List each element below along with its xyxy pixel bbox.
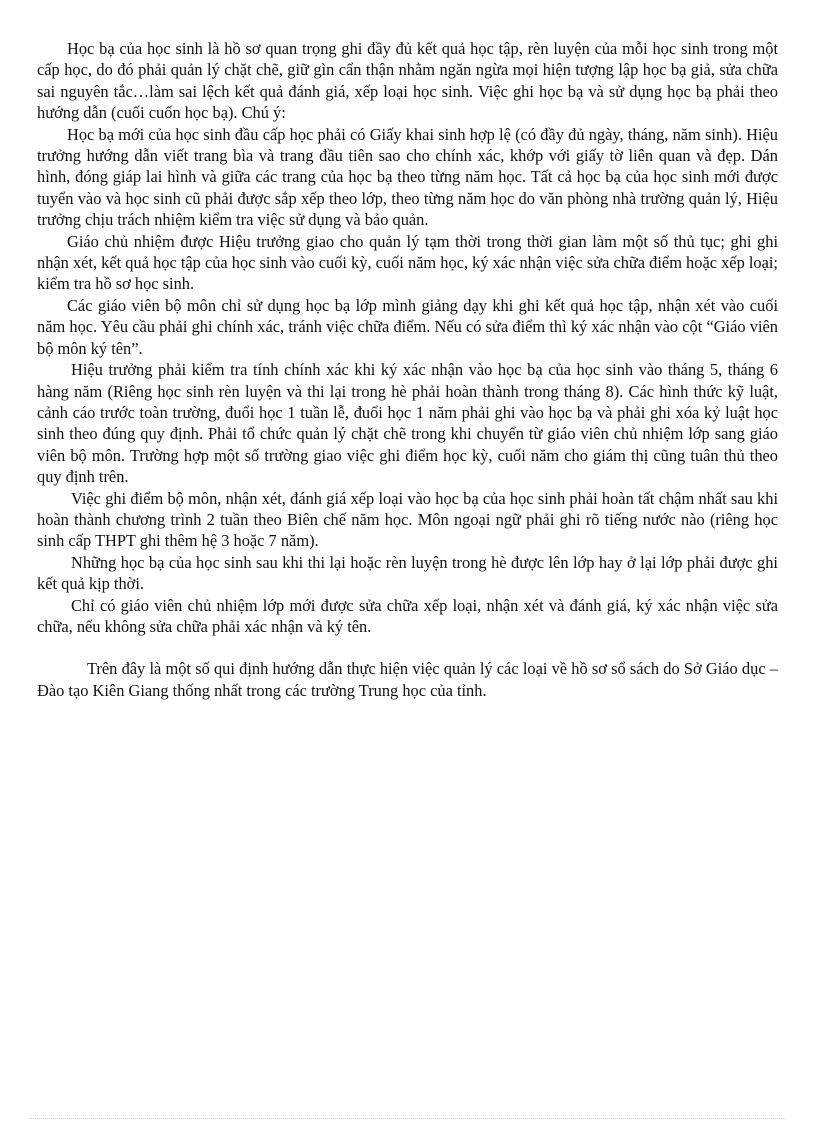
- closing-statement: Trên đây là một số qui định hướng dẫn thực hiện việc quản lý các loại về hồ sơ sổ sách do Sở Giáo dục – Đào tạo Kiên Giang thống nhất trong các trường Trung học của tỉnh.: [37, 659, 778, 700]
- paragraph-corrections: Chỉ có giáo viên chủ nhiệm lớp mới được sửa chữa xếp loại, nhận xét và đánh giá, ký xác nhận việc sửa chữa, nếu không sửa chữa phải xác nhận và ký tên.: [37, 595, 778, 636]
- paragraph-principal-check: Hiệu trưởng phải kiểm tra tính chính xác khi ký xác nhận vào học bạ của học sinh vào tháng 5, tháng 6 hàng năm (Riêng học sinh rèn luyện và thi lại trong hè phải hoàn thành trong tháng 8). Các hình thức kỹ luật, cảnh cáo trước toàn trường, đuổi học 1 tuần lễ, đuổi học 1 năm phải ghi vào học bạ và phải ghi xóa kỷ luật học sinh theo đúng quy định. Phải tổ chức quản lý chặt chẽ trong khi chuyển từ giáo viên chủ nhiệm lớp sang giáo viên bộ môn. Trường hợp một số trường giao việc ghi điểm học kỳ, cuối năm cho giám thị cũng tuân thủ theo quy định trên.: [37, 360, 778, 487]
- document-page: [37, 38, 778, 701]
- paragraph-resit-results: Những học bạ của học sinh sau khi thi lại hoặc rèn luyện trong hè được lên lớp hay ở lại lớp phải được ghi kết quả kịp thời.: [37, 552, 778, 594]
- paragraph-subject-teachers: Các giáo viên bộ môn chỉ sử dụng học bạ lớp mình giảng dạy khi ghi kết quả học tập, nhận xét vào cuối năm học. Yêu cầu phải ghi chính xác, tránh việc chữa điểm. Nếu có sửa điểm thì ký xác nhận vào cột “Giáo viên bộ môn ký tên”.: [37, 295, 778, 358]
- paragraph-homeroom-teacher: Giáo chủ nhiệm được Hiệu trưởng giao cho quản lý tạm thời trong thời gian làm một số thủ tục; ghi ghi nhận xét, kết quả học tập của học sinh vào cuối kỳ, cuối năm học, ký xác nhận việc sửa chữa điểm hoặc xếp loại; kiểm tra hồ sơ học sinh.: [37, 231, 778, 294]
- paragraph-hoc-ba-overview: Học bạ của học sinh là hồ sơ quan trọng ghi đầy đủ kết quả học tập, rèn luyện của mỗi học sinh trong một cấp học, do đó phải quản lý chặt chẽ, giữ gìn cẩn thận nhằm ngăn ngừa mọi hiện tượng lập học bạ giả, sửa chữa sai nguyên tắc…làm sai lệch kết quả đánh giá, xếp loại học sinh. Việc ghi học bạ và sử dụng học bạ phải theo hướng dẫn (cuối cuốn học bạ). Chú ý:: [37, 39, 778, 123]
- paragraph-new-student-record: Học bạ mới của học sinh đầu cấp học phải có Giấy khai sinh hợp lệ (có đầy đủ ngày, tháng, năm sinh). Hiệu trưởng hướng dẫn viết trang bìa và trang đầu tiên sao cho chính xác, khớp với giấy tờ liên quan và đẹp. Dán hình, đóng giáp lai hình và giữa các trang của học bạ theo từng năm học. Tất cả học bạ của học sinh mới được tuyển vào và học sinh cũ phải được sắp xếp theo lớp, theo từng năm học do văn phòng nhà trường quản lý, Hiệu trưởng chịu trách nhiệm kiểm tra việc sử dụng và bảo quản.: [37, 124, 778, 230]
- page-bottom-rule: [30, 1118, 786, 1119]
- paragraph-grading-deadline: Việc ghi điểm bộ môn, nhận xét, đánh giá xếp loại vào học bạ của học sinh phải hoàn tất chậm nhất sau khi hoàn thành chương trình 2 tuần theo Biên chế năm học. Môn ngoại ngữ phải ghi rõ tiếng nước nào (riêng học sinh cấp THPT ghi thêm hệ 3 hoặc 7 năm).: [37, 488, 778, 551]
